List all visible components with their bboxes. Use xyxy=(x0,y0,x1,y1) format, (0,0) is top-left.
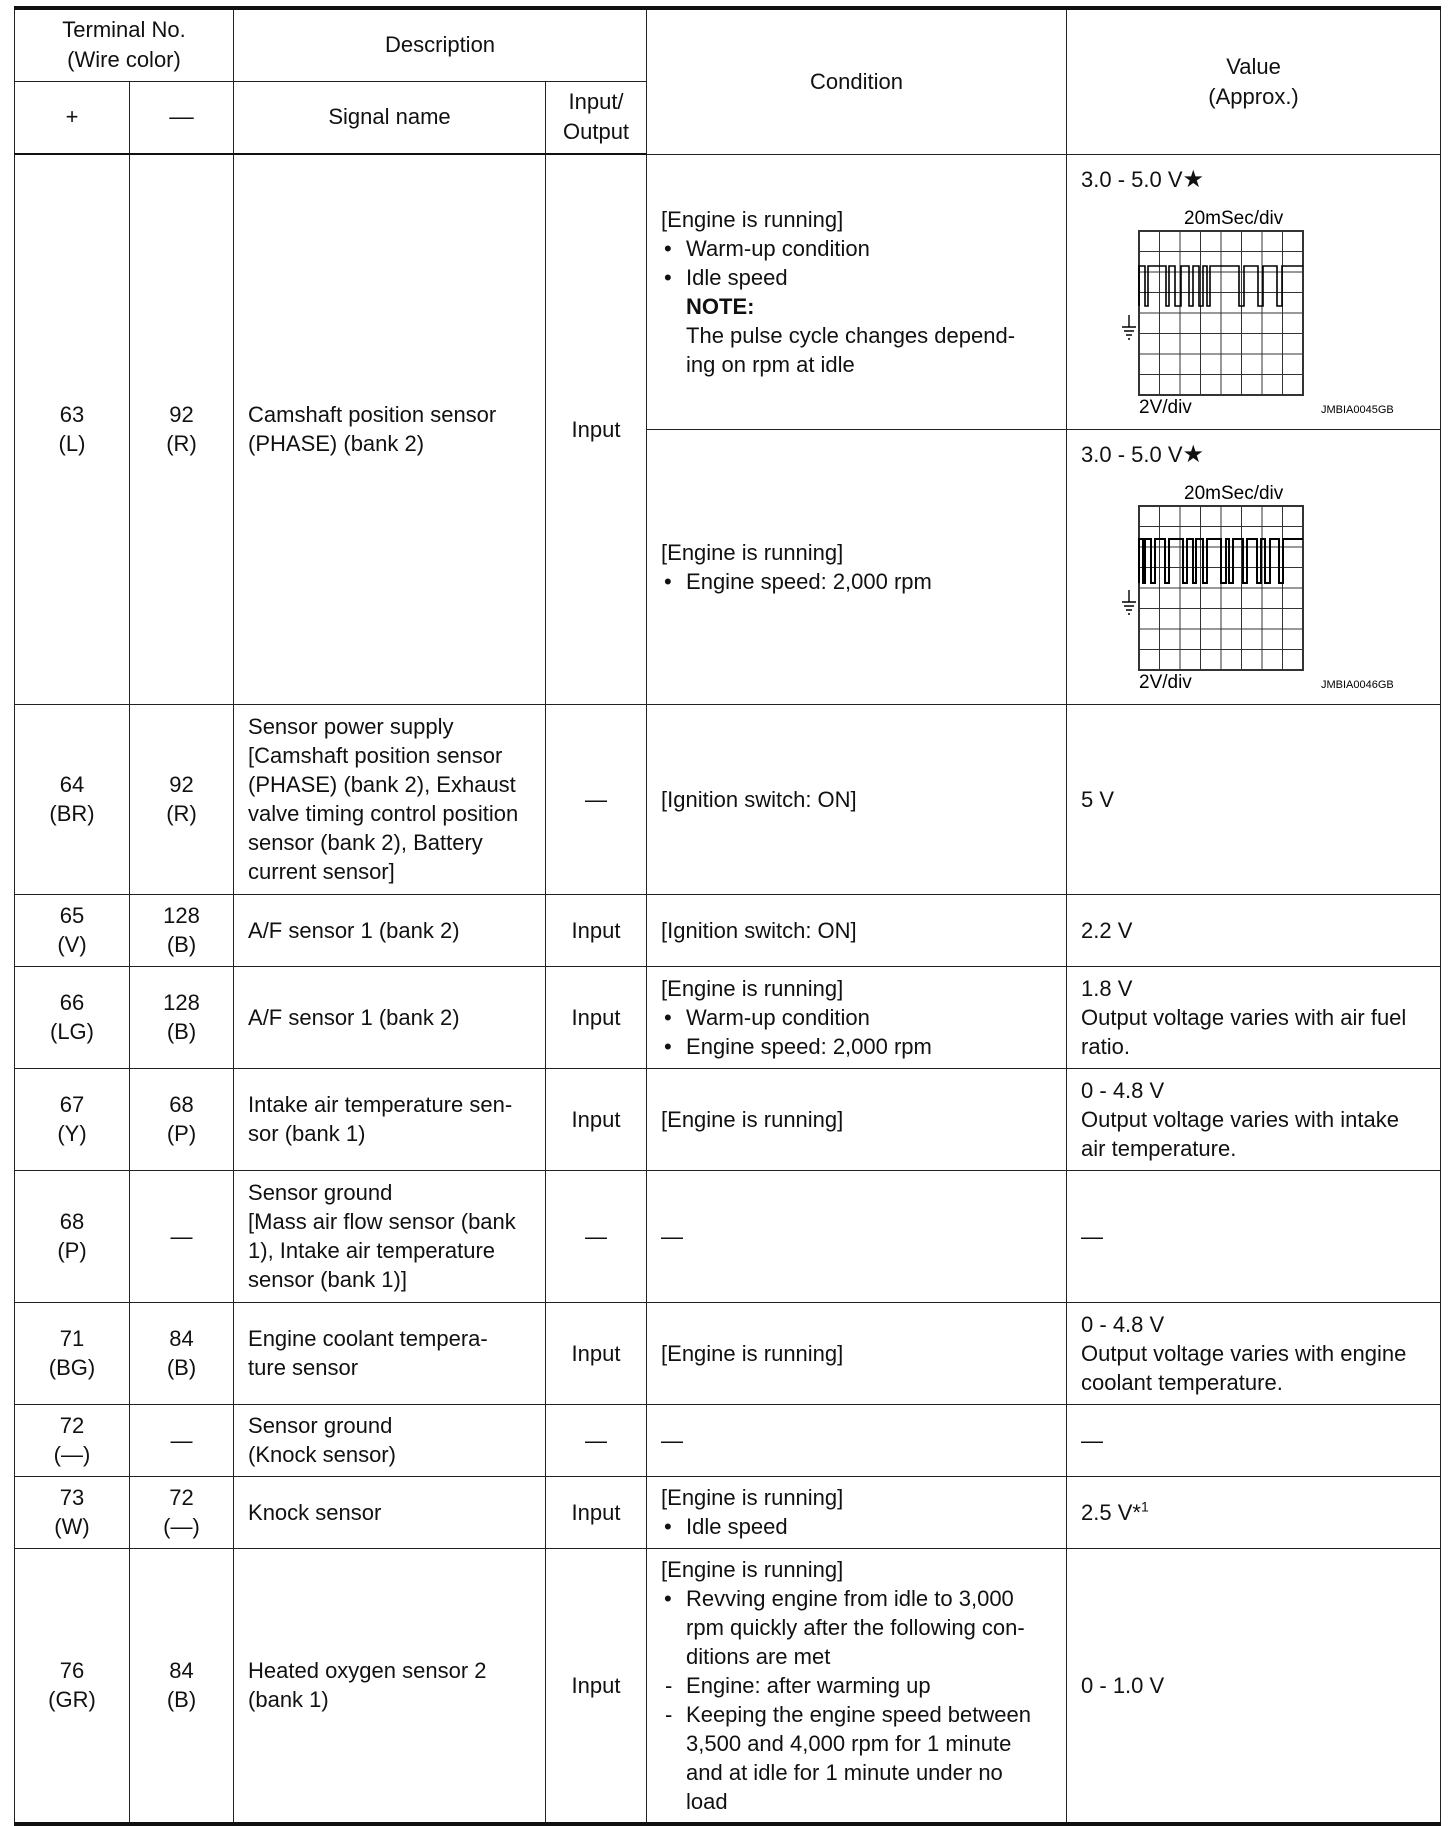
scope-code: JMBIA0045GB xyxy=(1321,403,1394,416)
terminal-plus: 67 (Y) xyxy=(15,1068,130,1170)
terminal-plus: 71 (BG) xyxy=(15,1302,130,1404)
signal-name: Sensor power supply [Camshaft position sensor (PHASE) (bank 2), Exhaust valve timing control position sensor (bank 2), Battery current sensor] xyxy=(234,704,546,894)
star-icon: ★ xyxy=(1182,165,1205,193)
input-output: — xyxy=(546,1404,647,1476)
scope-volt-div: 2V/div xyxy=(1139,396,1192,416)
header-value: Value (Approx.) xyxy=(1067,8,1441,154)
value: 2.2 V xyxy=(1067,894,1441,966)
note-label: NOTE: xyxy=(686,293,755,319)
signal-name: Knock sensor xyxy=(234,1476,546,1548)
condition: [Engine is running] • Engine speed: 2,000 rpm xyxy=(647,429,1067,704)
condition: [Engine is running] xyxy=(647,1302,1067,1404)
input-output: — xyxy=(546,704,647,894)
signal-name: Sensor ground (Knock sensor) xyxy=(234,1404,546,1476)
terminal-table xyxy=(14,6,1441,1826)
terminal-plus: 72 (—) xyxy=(15,1404,130,1476)
table-row xyxy=(15,894,1441,966)
value: 2.5 V*$^1$ xyxy=(1067,1476,1441,1548)
condition: — xyxy=(647,1170,1067,1302)
terminal-minus: 92 (R) xyxy=(130,704,234,894)
terminal-minus: 84 (B) xyxy=(130,1302,234,1404)
condition: [Ignition switch: ON] xyxy=(647,894,1067,966)
signal-name: Sensor ground [Mass air flow sensor (bank 1), Intake air temperature sensor (bank 1)] xyxy=(234,1170,546,1302)
terminal-minus: — xyxy=(130,1170,234,1302)
terminal-minus: 72 (—) xyxy=(130,1476,234,1548)
input-output: Input xyxy=(546,966,647,1068)
signal-name: Engine coolant tempera- ture sensor xyxy=(234,1302,546,1404)
input-output: Input xyxy=(546,1476,647,1548)
header-input-output: Input/ Output xyxy=(546,81,647,154)
table-row xyxy=(15,154,1441,429)
terminal-plus: 64 (BR) xyxy=(15,704,130,894)
condition: [Engine is running] xyxy=(647,1068,1067,1170)
value: — xyxy=(1067,1170,1441,1302)
input-output: Input xyxy=(546,1068,647,1170)
table-row xyxy=(15,1476,1441,1548)
terminal-minus: — xyxy=(130,1404,234,1476)
input-output: — xyxy=(546,1170,647,1302)
terminal-plus: 68 (P) xyxy=(15,1170,130,1302)
value: 5 V xyxy=(1067,704,1441,894)
input-output: Input xyxy=(546,894,647,966)
terminal-minus: 84 (B) xyxy=(130,1548,234,1824)
signal-name: A/F sensor 1 (bank 2) xyxy=(234,966,546,1068)
scope-volt-div: 2V/div xyxy=(1139,671,1192,691)
star-icon: ★ xyxy=(1182,440,1205,468)
condition: [Engine is running] • Warm-up condition • Engine speed: 2,000 rpm xyxy=(647,966,1067,1068)
terminal-plus: 73 (W) xyxy=(15,1476,130,1548)
table-row xyxy=(15,1404,1441,1476)
input-output: Input xyxy=(546,154,647,704)
input-output: Input xyxy=(546,1302,647,1404)
header-condition: Condition xyxy=(647,8,1067,154)
scope-time-div: 20mSec/div xyxy=(1184,207,1284,229)
terminal-minus: 128 (B) xyxy=(130,894,234,966)
condition: — xyxy=(647,1404,1067,1476)
condition: [Ignition switch: ON] xyxy=(647,704,1067,894)
terminal-plus: 76 (GR) xyxy=(15,1548,130,1824)
signal-name: A/F sensor 1 (bank 2) xyxy=(234,894,546,966)
value: 1.8 V Output voltage varies with air fuel ratio. xyxy=(1067,966,1441,1068)
condition: [Engine is running] • Warm-up condition • Idle speed NOTE: The pulse cycle changes depend- ing on rpm at idle xyxy=(647,154,1067,429)
header-minus: –– xyxy=(130,81,234,154)
header-plus: + xyxy=(15,81,130,154)
terminal-plus: 66 (LG) xyxy=(15,966,130,1068)
terminal-minus: 128 (B) xyxy=(130,966,234,1068)
condition: [Engine is running] • Revving engine from idle to 3,000 rpm quickly after the following con- ditions are met - Engine: after warming up - Keeping the engine speed between 3,500 and 4,000 rpm for 1 minute and at idle for 1 minute under no load xyxy=(647,1548,1067,1824)
scope-time-div: 20mSec/div xyxy=(1184,482,1284,504)
input-output: Input xyxy=(546,1548,647,1824)
header-terminal: Terminal No. (Wire color) xyxy=(15,8,234,81)
table-row xyxy=(15,1068,1441,1170)
oscilloscope-waveform-2 xyxy=(1081,471,1411,691)
value: 0 - 4.8 V Output voltage varies with intake air temperature. xyxy=(1067,1068,1441,1170)
value: 0 - 1.0 V xyxy=(1067,1548,1441,1824)
terminal-minus: 92 (R) xyxy=(130,154,234,704)
scope-code: JMBIA0046GB xyxy=(1321,678,1394,691)
signal-name: Intake air temperature sen- sor (bank 1) xyxy=(234,1068,546,1170)
table-row xyxy=(15,1170,1441,1302)
signal-name: Heated oxygen sensor 2 (bank 1) xyxy=(234,1548,546,1824)
table-row xyxy=(15,704,1441,894)
value: — xyxy=(1067,1404,1441,1476)
signal-name: Camshaft position sensor (PHASE) (bank 2) xyxy=(234,154,546,704)
table-row xyxy=(15,1548,1441,1824)
value: 0 - 4.8 V Output voltage varies with engine coolant temperature. xyxy=(1067,1302,1441,1404)
condition: [Engine is running] • Idle speed xyxy=(647,1476,1067,1548)
terminal-plus: 65 (V) xyxy=(15,894,130,966)
header-signal-name: Signal name xyxy=(234,81,546,154)
terminal-plus: 63 (L) xyxy=(15,154,130,704)
oscilloscope-waveform-1 xyxy=(1081,196,1411,416)
terminal-minus: 68 (P) xyxy=(130,1068,234,1170)
table-row xyxy=(15,966,1441,1068)
value: 3.0 - 5.0 V★ 20mSec/div 2V/div JMBIA0046GB xyxy=(1067,429,1441,704)
table-row xyxy=(15,1302,1441,1404)
header-description: Description xyxy=(234,8,647,81)
value: 3.0 - 5.0 V★ 20mSec/div 2V/div JMBIA0045GB xyxy=(1067,154,1441,429)
